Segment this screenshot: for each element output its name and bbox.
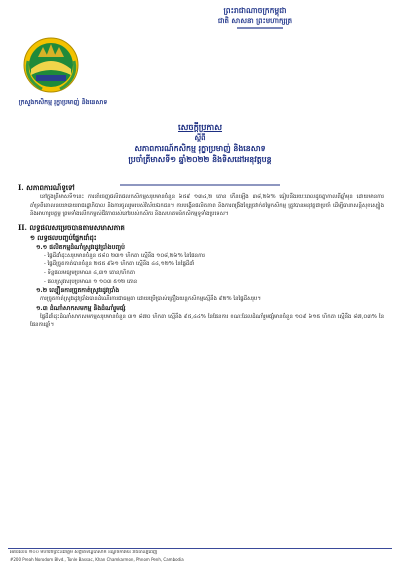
national-motto: ជាតិ សាសនា ព្រះមហាក្សត្រ: [217, 16, 293, 25]
bullet-item: - ផ្ទៃដីច្រូតកាត់បានចំនួន ២៥៥ ៩៦១ ហិកតា ស្មើនឹង ៤៤,១២% នៃផ្ទៃដីដាំ: [44, 261, 195, 268]
title-regarding: ស្ដីពី: [194, 133, 206, 142]
ministry-name: ក្រសួងកសិកម្ម រុក្ខាប្រមាញ់ និងនេសាទ: [18, 99, 108, 106]
bullet-item: - ផលស្រូវសរុបប្រមាណ ១ ១០៣ ៥១២ តោន: [44, 278, 138, 285]
section-1-paragraph: នៅក្នុងត្រីមាសទី១នេះ ការនាំចេញផលិតផលកសិកម្មសរុបមានចំនួន ៦៥៩ ១៣៤,២ តោន កើនឡើង ៣៨,២៦% ធៀបនឹងរយៈពេលដូចគ្នាកាលពីឆ្នាំមុន ដោយមានការគាំទ្រពីគោលនយោបាយរាជរដ្ឋាភិបាល និងការចូលរួមរបស់វិស័យឯកជន។ ការបង្កើនផលិតភាព និងការពង្រឹងខ្សែច្រវាក់តម្លៃកសិកម្ម ត្រូវបានអនុវត្តជាប្រចាំ ដើម្បីធានាសន្តិសុខស្បៀង និងអាហារូបត្ថម្ភ ព្រមទាំងលើកកម្ពស់ជីវភាពរស់នៅរបស់កសិករ និងសហគមន៍កសិកម្មទូទាំងប្រទេស។: [30, 194, 384, 218]
ministry-logo: [22, 35, 80, 95]
bullet-item: - ផ្ទៃដីដាំដុះសរុបមានចំនួន ៥៨០ ២៣១ ហិកតា ស្មើនឹង ១០៨,២៦% នៃផែនការ: [44, 252, 205, 259]
footer-address-en: #200 Preah Norodom Blvd., Tonle Bassac, Khan Chamkarmon, Phnom Penh, Cambodia: [10, 557, 184, 562]
title-period: ប្រចាំត្រីមាសទី១ ឆ្នាំ២០២២ និងទិសដៅអនុវត្តបន្ត: [128, 155, 272, 164]
title-subject: សភាពការណ៍កសិកម្ម រុក្ខាប្រមាញ់ និងនេសាទ: [134, 144, 266, 153]
footer-address-km: អគារលេខ ២០០ មហាវិថីព្រះនរោត្តម សង្កាត់ទន្លេបាសាក់ ខណ្ឌចំការមន រាជធានីភ្នំពេញ: [10, 550, 158, 555]
subsection-1-3-paragraph: ផ្ទៃដីដាំដុះដំណាំសាកសមកម្មសរុបមានចំនួន ៣១ ៨៧០ ហិកតា ស្មើនឹង ៩៥,៤៤% នៃផែនការ ខណៈដែលដំណាំរួមផ្សំមានចំនួន ១០៩ ៦១៥ ហិកតា ស្មើនឹង ៨៧,០៣% នៃផែនការឆ្នាំ។: [30, 313, 384, 329]
title-ornament: [120, 171, 280, 173]
section-heading-1: I. សភាពការណ៍ទូទៅ: [18, 183, 75, 192]
subsection-heading-1-3: ១.៣ ដំណាំសាកសមកម្ម និងដំណាំរួមផ្សំ: [36, 304, 126, 312]
footer-divider: [8, 548, 392, 549]
subsection-heading-1-1: ១.១ ផលិតកម្មដំណាំស្រូវរដូវប្រាំងបញ្ចប់: [36, 243, 125, 251]
kingdom-header: [150, 6, 360, 26]
subsection-heading-1: ១ លទ្ធផលបញ្ចប់ផ្នែកដាំដុះ: [30, 233, 97, 242]
section-heading-2: II. លទ្ធផលសម្រេចបានតាមសមាសភាគ: [18, 222, 125, 232]
kingdom-name: ព្រះរាជាណាចក្រកម្ពុជា: [223, 6, 287, 15]
subsection-1-2-paragraph: ការច្រូតកាត់ស្រូវរដូវប្រាំងបានដំណើរការជាធម្មតា ដោយប្រើប្រាស់គ្រឿងយន្តកសិកម្មស្មើនឹង ៩២% នៃផ្ទៃដីសរុប។: [40, 296, 261, 303]
bullet-item: - ទិន្នផលមធ្យមប្រមាណ ៤,៣១ តោន/ហិកតា: [44, 269, 135, 276]
title-announcement: សេចក្ដីប្រកាស: [177, 122, 223, 132]
subsection-heading-1-2: ១.២ ល្បឿនការច្រូតកាត់ស្រូវរដូវប្រាំង: [36, 287, 120, 295]
document-title: [0, 122, 400, 165]
document-body: [18, 182, 384, 330]
motto-ornament: [237, 27, 283, 29]
